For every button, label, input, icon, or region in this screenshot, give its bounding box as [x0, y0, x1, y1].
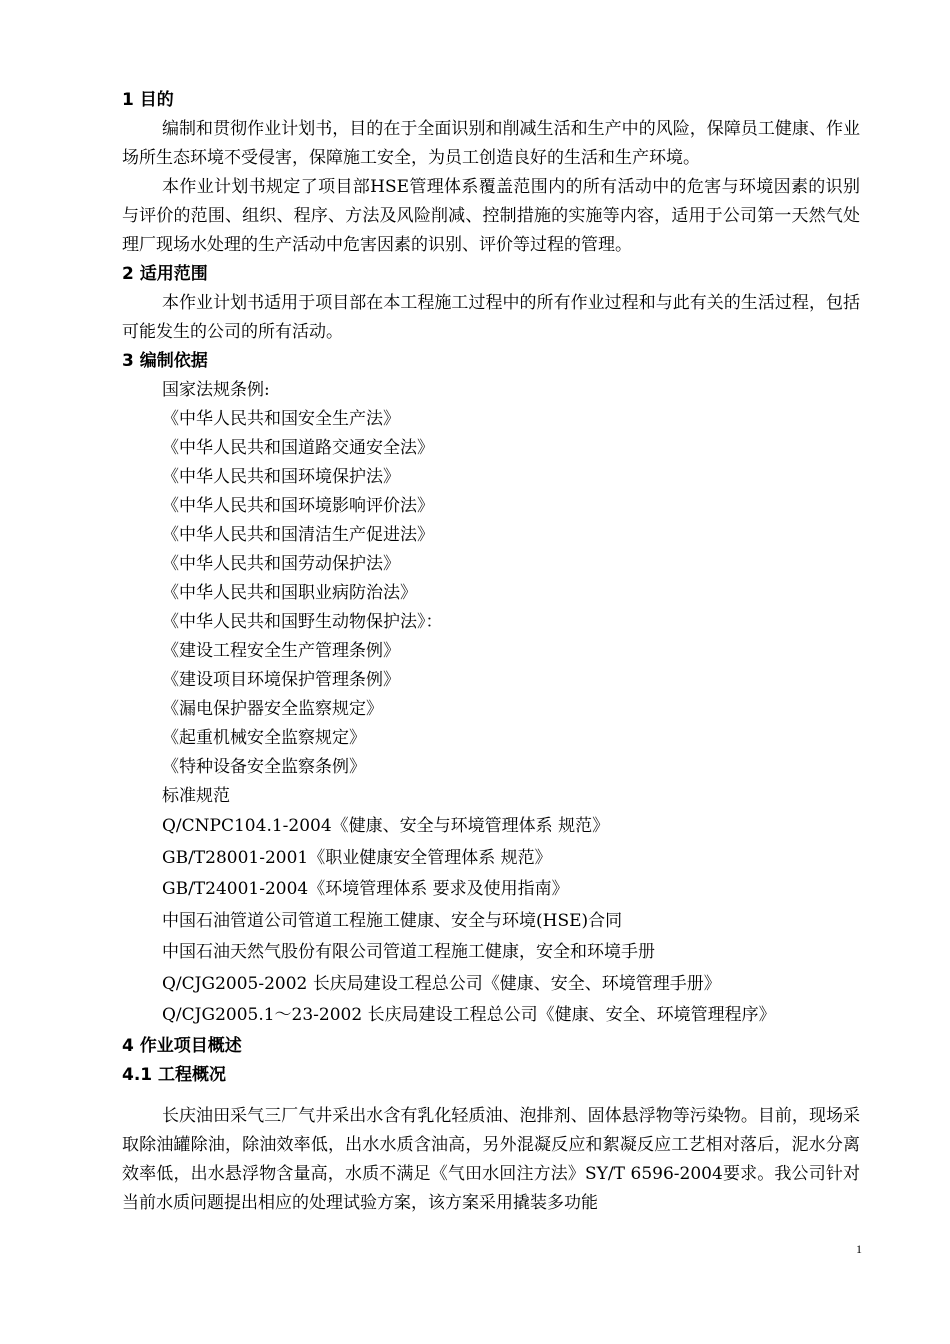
section-4-1-heading: 4.1 工程概况: [122, 1064, 227, 1085]
page-number: 1: [856, 1242, 862, 1256]
document-body: [122, 86, 860, 1218]
standard-item: GB/T28001-2001《职业健康安全管理体系 规范》: [162, 847, 552, 868]
standards-title: 标准规范: [162, 786, 230, 806]
standard-item: GB/T24001-2004《环境管理体系 要求及使用指南》: [162, 879, 569, 899]
law-item: 《中华人民共和国道路交通安全法》: [162, 438, 434, 458]
law-item: 《起重机械安全监察规定》: [162, 728, 366, 748]
section-1-paragraph-1: 编制和贯彻作业计划书，目的在于全面识别和削减生活和生产中的风险，保障员工健康、作业场所生态环境不受侵害，保障施工安全，为员工创造良好的生活和生产环境。: [122, 119, 860, 168]
laws-title: 国家法规条例:: [162, 380, 270, 400]
section-4-1-paragraph-1: 长庆油田采气三厂气井采出水含有乳化轻质油、泡排剂、固体悬浮物等污染物。目前，现场采取除油罐除油，除油效率低，出水水质含油高，另外混凝反应和絮凝反应工艺相对落后，泥水分离效率低，出水悬浮物含量高，水质不满足《气田水回注方法》SY/T 6596-2004要求。我公司针对当前水质问题提出相应的处理试验方案，该方案采用撬装多功能: [122, 1105, 860, 1213]
law-item: 《中华人民共和国安全生产法》: [162, 409, 400, 429]
section-1-heading: 1 目的: [122, 90, 174, 110]
section-4-heading: 4 作业项目概述: [122, 1035, 242, 1056]
law-item: 《特种设备安全监察条例》: [162, 757, 366, 777]
law-item: 《中华人民共和国职业病防治法》: [162, 583, 417, 603]
standard-item: Q/CNPC104.1-2004《健康、安全与环境管理体系 规范》: [162, 816, 610, 836]
law-item: 《建设工程安全生产管理条例》: [162, 641, 400, 661]
standard-item: 中国石油天然气股份有限公司管道工程施工健康，安全和环境手册: [162, 942, 655, 962]
law-item: 《中华人民共和国环境保护法》: [162, 467, 400, 487]
law-item: 《中华人民共和国劳动保护法》: [162, 554, 400, 574]
section-2-heading: 2 适用范围: [122, 264, 208, 284]
standard-item: Q/CJG2005-2002 长庆局建设工程总公司《健康、安全、环境管理手册》: [162, 973, 721, 994]
section-2-paragraph-1: 本作业计划书适用于项目部在本工程施工过程中的所有作业过程和与此有关的生活过程，包括可能发生的公司的所有活动。: [122, 293, 860, 342]
law-item: 《建设项目环境保护管理条例》: [162, 670, 400, 690]
section-1-paragraph-2: 本作业计划书规定了项目部HSE管理体系覆盖范围内的所有活动中的危害与环境因素的识别与评价的范围、组织、程序、方法及风险削减、控制措施的实施等内容，适用于公司第一天然气处理厂现场水处理的生产活动中危害因素的识别、评价等过程的管理。: [122, 177, 860, 255]
section-3-heading: 3 编制依据: [122, 351, 208, 371]
law-item: 《漏电保护器安全监察规定》: [162, 699, 383, 719]
law-item: 《中华人民共和国野生动物保护法》：: [162, 612, 443, 632]
law-item: 《中华人民共和国清洁生产促进法》: [162, 525, 434, 545]
standard-item: 中国石油管道公司管道工程施工健康、安全与环境(HSE)合同: [162, 910, 623, 931]
law-item: 《中华人民共和国环境影响评价法》: [162, 496, 434, 516]
standard-item: Q/CJG2005.1～23-2002 长庆局建设工程总公司《健康、安全、环境管理程序》: [162, 1005, 776, 1025]
